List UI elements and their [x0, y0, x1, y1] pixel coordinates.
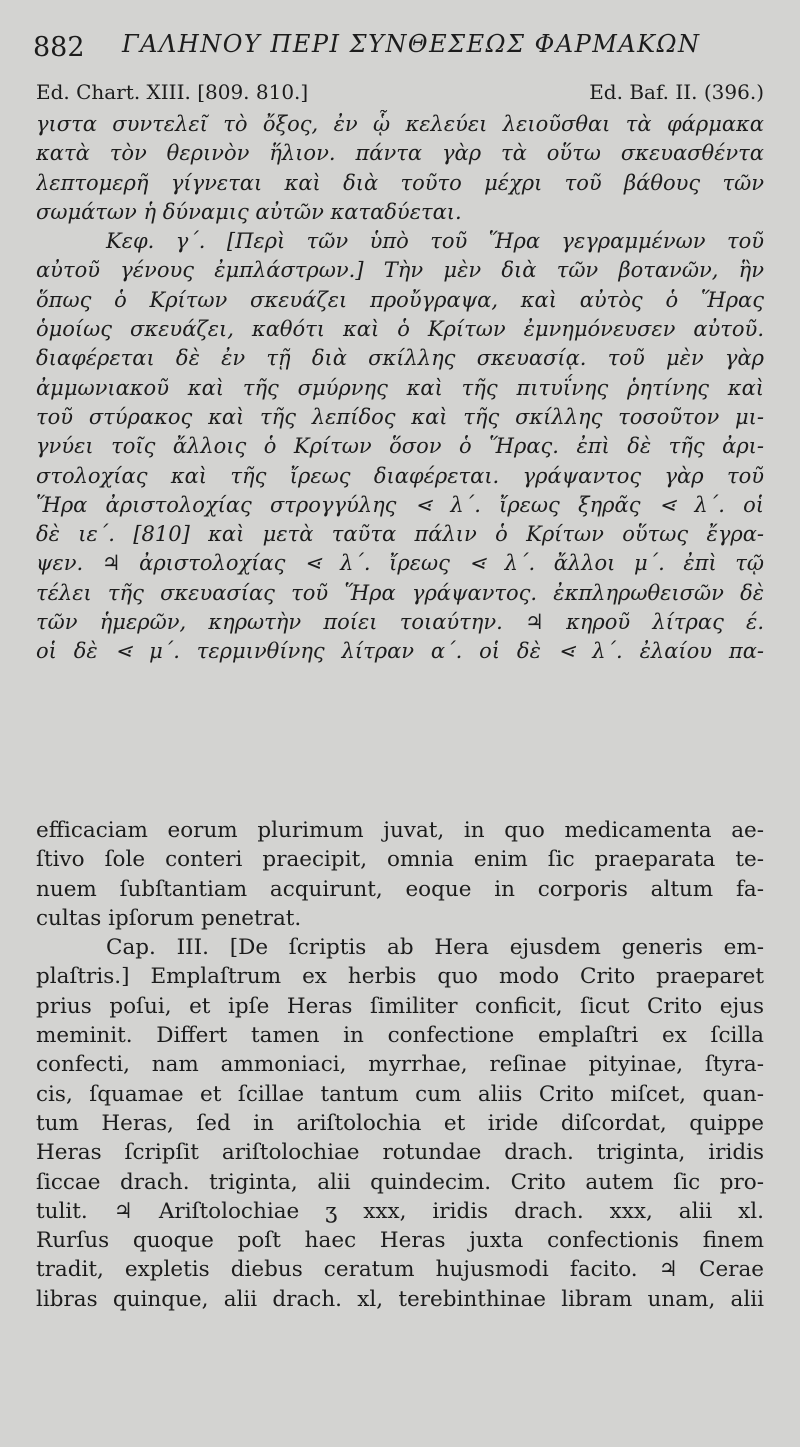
greek-line: διαφέρεται δὲ ἐν τῇ διὰ σκίλλης σκευασίᾳ. τοῦ μὲν γὰρ — [36, 346, 764, 371]
latin-chapter-heading: Cap. III. [De ſcriptis ab Hera ejusdem generis em- — [106, 935, 764, 961]
greek-line: τῶν ἡμερῶν, κηρωτὴν ποίει τοιαύτην. ♃ κηροῦ λίτρας έ. — [36, 610, 764, 635]
greek-text — [36, 110, 764, 667]
edition-right: Ed. Baf. II. (396.) — [589, 80, 764, 104]
latin-text — [36, 816, 764, 1314]
latin-line: tradit, expletis diebus ceratum hujusmodi facito. ♃ Cerae — [36, 1257, 764, 1283]
latin-line: ſiccae drach. triginta, alii quindecim. Crito autem ſic pro- — [36, 1169, 764, 1195]
greek-line: κατὰ τὸν θερινὸν ἥλιον. πάντα γὰρ τὰ οὕτω σκευασθέντα — [36, 141, 764, 166]
edition-left: Ed. Chart. XIII. [809. 810.] — [36, 80, 309, 104]
latin-line: prius poſui, et ipſe Heras ſimiliter conficit, ſicut Crito ejus — [36, 993, 764, 1019]
greek-line: αὐτοῦ γένους ἐμπλάστρων.] Τὴν μὲν διὰ τῶν βοτανῶν, ἣν — [36, 258, 764, 283]
greek-line: ὅπως ὁ Κρίτων σκευάζει προὔγραψα, καὶ αὐτὸς ὁ Ἥρας — [36, 287, 764, 312]
latin-line: meminit. Differt tamen in confectione emplaſtri ex ſcilla — [36, 1023, 764, 1049]
latin-line: confecti, nam ammoniaci, myrrhae, reſinae pityinae, ſtyra- — [36, 1052, 764, 1078]
latin-line: nuem ſubſtantiam acquirunt, eoque in corporis altum fa- — [36, 876, 764, 902]
latin-line: cultas ipſorum penetrat. — [36, 905, 302, 931]
greek-line: τοῦ στύρακος καὶ τῆς λεπίδος καὶ τῆς σκίλλης τοσοῦτον μι- — [36, 404, 764, 429]
latin-line: Heras ſcripſit ariſtolochiae rotundae drach. triginta, iridis — [36, 1140, 764, 1166]
greek-line: γνύει τοῖς ἄλλοις ὁ Κρίτων ὅσον ὁ Ἥρας. ἐπὶ δὲ τῆς ἀρι- — [36, 434, 764, 459]
latin-line: Rurſus quoque poſt haec Heras juxta confectionis finem — [36, 1228, 764, 1254]
greek-line: τέλει τῆς σκευασίας τοῦ Ἥρα γράψαντος. ἐκπληρωθεισῶν δὲ — [36, 580, 764, 605]
latin-line: efficaciam eorum plurimum juvat, in quo medicamenta ae- — [36, 818, 764, 843]
greek-line: ὁμοίως σκευάζει, καθότι καὶ ὁ Κρίτων ἐμνημόνευσεν αὐτοῦ. — [36, 317, 764, 342]
greek-line: οἱ δὲ ⋖ μ΄. τερμινθίνης λίτραν α΄. οἱ δὲ ⋖ λ΄. ἐλαίου πα- — [36, 639, 764, 664]
greek-line: σωμάτων ἡ δύναμις αὐτῶν καταδύεται. — [36, 199, 462, 224]
latin-line: plaſtris.] Emplaſtrum ex herbis quo modo Crito praeparet — [36, 964, 764, 990]
latin-line: tulit. ♃ Ariſtolochiae ʒ xxx, iridis drach. xxx, alii xl. — [36, 1198, 764, 1224]
latin-line: libras quinque, alii drach. xl, terebinthinae libram unam, alii — [36, 1286, 764, 1312]
greek-line: γιστα συντελεῖ τὸ ὄξος, ἐν ᾧ κελεύει λειοῦσθαι τὰ φάρμακα — [36, 112, 764, 136]
latin-line: cis, ſquamae et ſcillae tantum cum aliis Crito miſcet, quan- — [36, 1081, 764, 1107]
page-number: 882 — [33, 32, 85, 63]
running-title: ΓΑΛΗΝΟΥ ΠΕΡΙ ΣΥΝΘΕΣΕΩΣ ΦΑΡΜΑΚΩΝ — [122, 30, 701, 58]
greek-line: Ἥρα ἀριστολοχίας στρογγύλης ⋖ λ΄. ἴρεως ξηρᾶς ⋖ λ΄. οἱ — [36, 492, 764, 517]
greek-line: δὲ ιε΄. [810] καὶ μετὰ ταῦτα πάλιν ὁ Κρίτων οὕτως ἔγρα- — [36, 522, 764, 547]
greek-line: λεπτομερῆ γίγνεται καὶ διὰ τοῦτο μέχρι τοῦ βάθους τῶν — [36, 170, 764, 195]
greek-line: ψεν. ♃ ἀριστολοχίας ⋖ λ΄. ἴρεως ⋖ λ΄. ἄλλοι μ΄. ἐπὶ τῷ — [36, 551, 764, 576]
latin-line: tum Heras, ſed in ariſtolochia et iride diſcordat, quippe — [36, 1110, 764, 1136]
greek-line: ἀμμωνιακοῦ καὶ τῆς σμύρνης καὶ τῆς πιτυΐνης ῥητίνης καὶ — [36, 375, 764, 400]
latin-line: ſtivo ſole conteri praecipit, omnia enim ſic praeparata te- — [36, 847, 764, 873]
greek-chapter-heading: Κεφ. γ΄. [Περὶ τῶν ὑπὸ τοῦ Ἥρα γεγραμμένων τοῦ — [106, 229, 764, 254]
greek-line: στολοχίας καὶ τῆς ἴρεως διαφέρεται. γράψαντος γὰρ τοῦ — [36, 463, 764, 488]
